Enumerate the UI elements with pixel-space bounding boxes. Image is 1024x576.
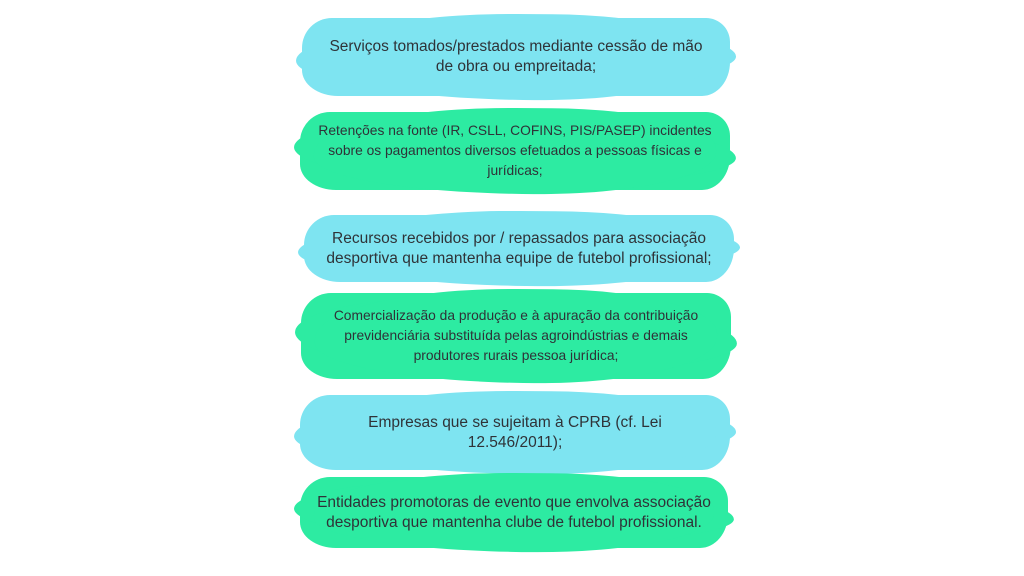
- highlight-item-comercializacao-producao-rural: [301, 293, 731, 379]
- text-line: Empresas que se sujeitam à CPRB (cf. Lei: [368, 413, 662, 431]
- highlight-item-retencoes-na-fonte: [300, 112, 730, 190]
- highlight-item-recursos-associacao-desportiva: [304, 215, 734, 282]
- text-line: de obra ou empreitada;: [435, 58, 597, 75]
- text-line: Comercialização da produção e à apuração da contribuição: [333, 308, 699, 323]
- highlight-item-servicos-cessao-mao-de-obra: [302, 18, 730, 96]
- text-line: sobre os pagamentos diversos efetuados a pessoas físicas e: [328, 143, 702, 158]
- text-line: Serviços tomados/prestados mediante cessão de mão: [329, 38, 703, 55]
- text-line: Retenções na fonte (IR, CSLL, COFINS, PIS/PASEP) incidentes: [318, 123, 712, 138]
- text-line: jurídicas;: [487, 163, 543, 178]
- text-line: produtores rurais pessoa jurídica;: [413, 348, 619, 363]
- highlight-item-empresas-cprb: [300, 395, 730, 470]
- highlight-item-entidades-promotoras-evento: [300, 477, 728, 548]
- text-line: previdenciária substituída pelas agroindústrias e demais: [344, 328, 688, 343]
- text-line: Entidades promotoras de evento que envolva associação: [317, 493, 711, 511]
- text-line: Recursos recebidos por / repassados para associação: [332, 229, 706, 247]
- text-line: desportiva que mantenha equipe de futebol profissional;: [326, 249, 712, 267]
- text-line: desportiva que mantenha clube de futebol profissional.: [326, 513, 702, 531]
- text-line: 12.546/2011);: [467, 433, 563, 451]
